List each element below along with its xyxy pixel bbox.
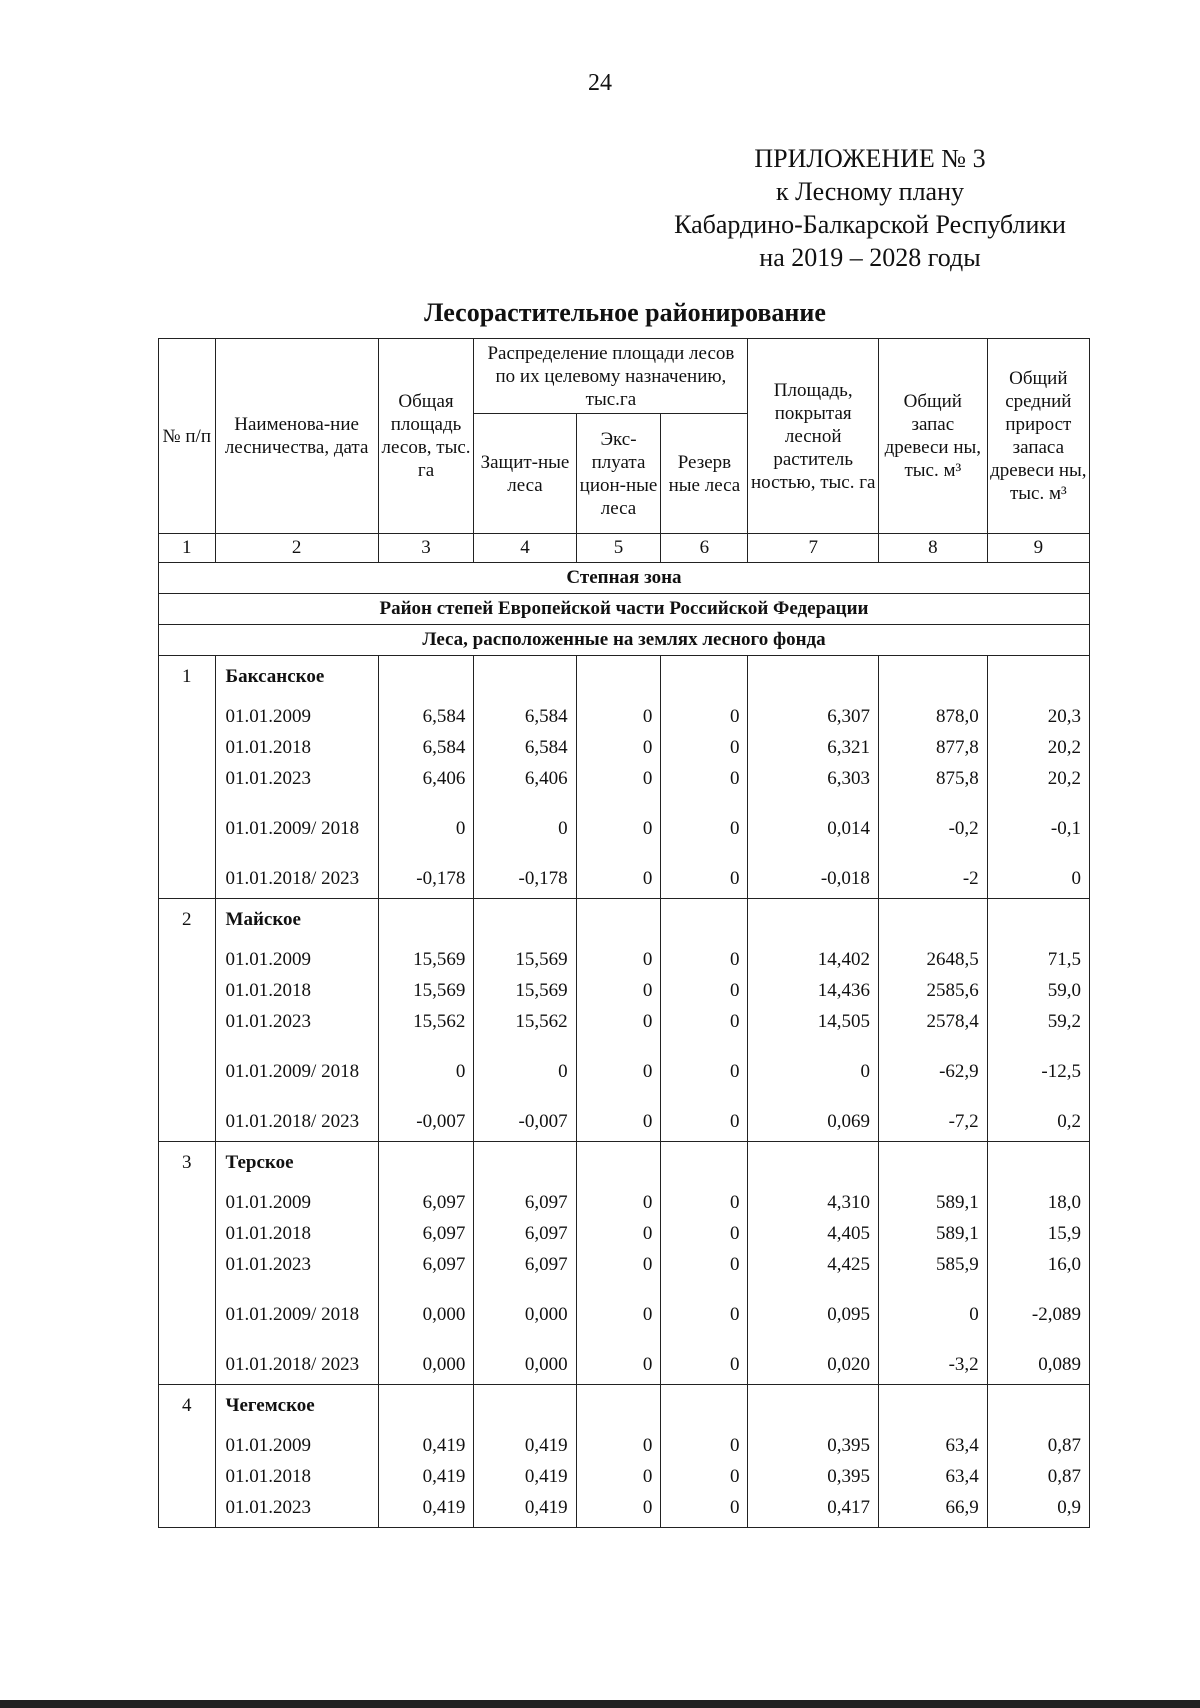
forestry-name: Майское bbox=[225, 909, 301, 930]
forestry-name-cell bbox=[215, 899, 378, 1142]
forestry-rows bbox=[159, 656, 1090, 1528]
covered-area-value: 6,307 bbox=[827, 706, 870, 727]
average-growth-value: 59,0 bbox=[1047, 980, 1081, 1001]
exploitation-area-value: 0 bbox=[642, 1497, 653, 1518]
appendix-header bbox=[600, 142, 1140, 274]
column-number: 9 bbox=[987, 534, 1089, 563]
record-date: 01.01.2023 bbox=[225, 1254, 312, 1275]
header-distribution-group: Распределение площади лесов по их целевому назначению, тыс.га bbox=[474, 339, 748, 414]
protective-area-value: 0 bbox=[558, 818, 568, 839]
record-date: 01.01.2018/ 2023 bbox=[225, 868, 360, 889]
protective-area-value: 0,419 bbox=[524, 1497, 568, 1518]
reserve-area-value: 0 bbox=[729, 1304, 740, 1325]
covered-area-cell bbox=[748, 1385, 879, 1528]
total-stock-value: -7,2 bbox=[948, 1111, 979, 1132]
protective-area-value: 0 bbox=[558, 1061, 568, 1082]
header-exploitation: Экс-плуата цион-ные леса bbox=[576, 414, 661, 534]
reserve-area-value: 0 bbox=[729, 1011, 740, 1032]
exploitation-area-value: 0 bbox=[642, 1304, 653, 1325]
header-average-growth: Общий средний прирост запаса древеси ны, тыс. м³ bbox=[987, 339, 1089, 534]
total-area-value: 0 bbox=[455, 818, 466, 839]
appendix-line-4: на 2019 – 2028 годы bbox=[759, 243, 981, 272]
appendix-line-1: ПРИЛОЖЕНИЕ № 3 bbox=[754, 144, 986, 173]
average-growth-value: 15,9 bbox=[1047, 1223, 1081, 1244]
header-total-stock: Общий запас древеси ны, тыс. м³ bbox=[878, 339, 987, 534]
average-growth-value: 16,0 bbox=[1047, 1254, 1081, 1275]
exploitation-area-value: 0 bbox=[642, 1111, 653, 1132]
covered-area-value: 0,069 bbox=[827, 1111, 870, 1132]
reserve-area-value: 0 bbox=[729, 818, 740, 839]
header-number: № п/п bbox=[159, 339, 216, 534]
record-date: 01.01.2009/ 2018 bbox=[225, 1304, 360, 1325]
total-area-value: 6,584 bbox=[422, 706, 466, 727]
total-area-cell bbox=[378, 1385, 474, 1528]
total-stock-value: 0 bbox=[969, 1304, 979, 1325]
column-number: 3 bbox=[378, 534, 474, 563]
appendix-line-2: к Лесному плану bbox=[775, 177, 965, 206]
total-stock-value: 2578,4 bbox=[926, 1011, 979, 1032]
average-growth-value: -2,089 bbox=[1031, 1304, 1081, 1325]
exploitation-area-value: 0 bbox=[642, 1223, 653, 1244]
total-area-cell bbox=[378, 656, 474, 899]
reserve-area-cell bbox=[661, 1142, 748, 1385]
forest-zoning-table bbox=[158, 338, 1090, 1528]
exploitation-area-cell bbox=[576, 1385, 661, 1528]
column-number: 8 bbox=[878, 534, 987, 563]
section-lands: Леса, расположенные на землях лесного фонда bbox=[159, 625, 1090, 656]
covered-area-value: 6,321 bbox=[827, 737, 870, 758]
average-growth-cell bbox=[987, 656, 1089, 899]
section-region: Район степей Европейской части Российской Федерации bbox=[159, 594, 1090, 625]
total-stock-value: 2648,5 bbox=[926, 949, 979, 970]
forestry-name: Терское bbox=[225, 1152, 294, 1173]
reserve-area-value: 0 bbox=[729, 1111, 740, 1132]
reserve-area-value: 0 bbox=[729, 980, 740, 1001]
total-area-value: 0,419 bbox=[422, 1466, 466, 1487]
covered-area-value: 4,425 bbox=[827, 1254, 870, 1275]
total-stock-value: 875,8 bbox=[935, 768, 979, 789]
total-area-value: 0,000 bbox=[422, 1304, 466, 1325]
total-area-value: 0 bbox=[455, 1061, 466, 1082]
total-area-value: 0,419 bbox=[422, 1435, 466, 1456]
reserve-area-value: 0 bbox=[729, 1061, 740, 1082]
reserve-area-value: 0 bbox=[729, 1254, 740, 1275]
total-area-value: 15,562 bbox=[413, 1011, 466, 1032]
forestry-name-cell bbox=[215, 1385, 378, 1528]
exploitation-area-value: 0 bbox=[642, 768, 653, 789]
covered-area-value: 0,395 bbox=[827, 1435, 870, 1456]
exploitation-area-cell bbox=[576, 1142, 661, 1385]
total-stock-value: -62,9 bbox=[939, 1061, 979, 1082]
average-growth-cell bbox=[987, 1385, 1089, 1528]
record-date: 01.01.2023 bbox=[225, 768, 312, 789]
total-stock-cell bbox=[878, 1385, 987, 1528]
section-zone: Степная зона bbox=[159, 563, 1090, 594]
record-date: 01.01.2023 bbox=[225, 1497, 312, 1518]
covered-area-value: 14,505 bbox=[817, 1011, 870, 1032]
total-stock-value: 589,1 bbox=[935, 1192, 979, 1213]
record-date: 01.01.2009/ 2018 bbox=[225, 818, 360, 839]
reserve-area-value: 0 bbox=[729, 768, 740, 789]
total-stock-value: 2585,6 bbox=[926, 980, 979, 1001]
average-growth-value: 0,089 bbox=[1038, 1354, 1081, 1375]
reserve-area-value: 0 bbox=[729, 1354, 740, 1375]
scan-edge bbox=[0, 1700, 1200, 1708]
protective-area-cell bbox=[474, 1142, 576, 1385]
protective-area-value: -0,007 bbox=[518, 1111, 568, 1132]
average-growth-value: -0,1 bbox=[1050, 818, 1081, 839]
covered-area-value: 0,417 bbox=[827, 1497, 870, 1518]
exploitation-area-value: 0 bbox=[642, 868, 653, 889]
average-growth-value: 0,9 bbox=[1057, 1497, 1081, 1518]
average-growth-value: 18,0 bbox=[1047, 1192, 1081, 1213]
protective-area-cell bbox=[474, 1385, 576, 1528]
covered-area-value: 0,395 bbox=[827, 1466, 870, 1487]
forestry-name-cell bbox=[215, 1142, 378, 1385]
covered-area-cell bbox=[748, 1142, 879, 1385]
protective-area-value: 6,584 bbox=[524, 706, 568, 727]
exploitation-area-value: 0 bbox=[642, 1011, 653, 1032]
exploitation-area-value: 0 bbox=[642, 818, 653, 839]
forestry-row bbox=[159, 1142, 1090, 1385]
record-date: 01.01.2009 bbox=[225, 1435, 312, 1456]
reserve-area-value: 0 bbox=[729, 949, 740, 970]
reserve-area-cell bbox=[661, 899, 748, 1142]
total-area-cell bbox=[378, 899, 474, 1142]
average-growth-value: 0,87 bbox=[1047, 1466, 1081, 1487]
exploitation-area-value: 0 bbox=[642, 737, 653, 758]
record-date: 01.01.2018 bbox=[225, 737, 312, 758]
average-growth-value: 20,2 bbox=[1047, 768, 1081, 789]
covered-area-value: 14,402 bbox=[817, 949, 870, 970]
average-growth-cell bbox=[987, 1142, 1089, 1385]
reserve-area-cell bbox=[661, 1385, 748, 1528]
exploitation-area-value: 0 bbox=[642, 1192, 653, 1213]
total-stock-value: -0,2 bbox=[948, 818, 979, 839]
reserve-area-value: 0 bbox=[729, 868, 740, 889]
column-number-row bbox=[159, 534, 1090, 563]
average-growth-value: 0 bbox=[1071, 868, 1081, 889]
appendix-line-3: Кабардино-Балкарской Республики bbox=[674, 210, 1066, 239]
covered-area-value: 0,095 bbox=[827, 1304, 870, 1325]
protective-area-cell bbox=[474, 899, 576, 1142]
page-number: 24 bbox=[588, 70, 612, 96]
record-date: 01.01.2009 bbox=[225, 949, 312, 970]
average-growth-value: -12,5 bbox=[1041, 1061, 1081, 1082]
forestry-row bbox=[159, 1385, 1090, 1528]
header-total-area: Общая площадь лесов, тыс. га bbox=[378, 339, 474, 534]
reserve-area-value: 0 bbox=[729, 1497, 740, 1518]
record-date: 01.01.2018/ 2023 bbox=[225, 1354, 360, 1375]
total-area-value: 15,569 bbox=[413, 949, 466, 970]
reserve-area-value: 0 bbox=[729, 1435, 740, 1456]
covered-area-value: 0,020 bbox=[827, 1354, 870, 1375]
exploitation-area-value: 0 bbox=[642, 1061, 653, 1082]
exploitation-area-cell bbox=[576, 656, 661, 899]
total-area-value: 0,419 bbox=[422, 1497, 466, 1518]
document-title: Лесорастительное районирование bbox=[424, 298, 826, 327]
protective-area-value: 0,000 bbox=[524, 1304, 568, 1325]
column-number: 1 bbox=[159, 534, 216, 563]
average-growth-value: 20,2 bbox=[1047, 737, 1081, 758]
covered-area-value: -0,018 bbox=[820, 868, 870, 889]
protective-area-value: 6,097 bbox=[524, 1192, 568, 1213]
exploitation-area-value: 0 bbox=[642, 1354, 653, 1375]
record-date: 01.01.2009 bbox=[225, 1192, 312, 1213]
covered-area-value: 14,436 bbox=[817, 980, 870, 1001]
covered-area-value: 4,405 bbox=[827, 1223, 870, 1244]
forestry-index: 1 bbox=[159, 656, 216, 899]
total-area-value: 6,097 bbox=[422, 1192, 466, 1213]
forestry-name: Баксанское bbox=[225, 666, 325, 687]
column-number: 4 bbox=[474, 534, 576, 563]
protective-area-value: 6,406 bbox=[524, 768, 568, 789]
record-date: 01.01.2009 bbox=[225, 706, 312, 727]
header-reserve: Резерв ные леса bbox=[661, 414, 748, 534]
protective-area-value: 15,569 bbox=[515, 949, 568, 970]
reserve-area-value: 0 bbox=[729, 706, 740, 727]
total-stock-value: 877,8 bbox=[935, 737, 979, 758]
average-growth-value: 59,2 bbox=[1047, 1011, 1081, 1032]
covered-area-value: 0,014 bbox=[827, 818, 870, 839]
forestry-name-cell bbox=[215, 656, 378, 899]
record-date: 01.01.2023 bbox=[225, 1011, 312, 1032]
average-growth-value: 71,5 bbox=[1047, 949, 1081, 970]
header-forestry-name: Наименова-ние лесничества, дата bbox=[215, 339, 378, 534]
exploitation-area-value: 0 bbox=[642, 980, 653, 1001]
total-area-value: -0,178 bbox=[416, 868, 466, 889]
protective-area-value: -0,178 bbox=[518, 868, 568, 889]
total-stock-value: -2 bbox=[962, 868, 979, 889]
covered-area-cell bbox=[748, 656, 879, 899]
total-stock-value: 63,4 bbox=[945, 1435, 979, 1456]
total-stock-cell bbox=[878, 899, 987, 1142]
protective-area-value: 15,562 bbox=[515, 1011, 568, 1032]
reserve-area-value: 0 bbox=[729, 1223, 740, 1244]
protective-area-value: 15,569 bbox=[515, 980, 568, 1001]
covered-area-value: 4,310 bbox=[827, 1192, 870, 1213]
total-stock-value: 63,4 bbox=[945, 1466, 979, 1487]
column-number: 2 bbox=[215, 534, 378, 563]
total-stock-value: 66,9 bbox=[945, 1497, 979, 1518]
column-number: 5 bbox=[576, 534, 661, 563]
total-area-value: 6,406 bbox=[422, 768, 466, 789]
total-area-value: 6,097 bbox=[422, 1254, 466, 1275]
protective-area-value: 0,419 bbox=[524, 1466, 568, 1487]
protective-area-value: 0,419 bbox=[524, 1435, 568, 1456]
total-area-value: 6,584 bbox=[422, 737, 466, 758]
total-area-value: 15,569 bbox=[413, 980, 466, 1001]
total-stock-cell bbox=[878, 1142, 987, 1385]
protective-area-value: 6,097 bbox=[524, 1254, 568, 1275]
record-date: 01.01.2018 bbox=[225, 980, 312, 1001]
total-stock-value: 878,0 bbox=[935, 706, 979, 727]
reserve-area-value: 0 bbox=[729, 737, 740, 758]
exploitation-area-value: 0 bbox=[642, 1254, 653, 1275]
forestry-row bbox=[159, 899, 1090, 1142]
total-area-cell bbox=[378, 1142, 474, 1385]
reserve-area-value: 0 bbox=[729, 1466, 740, 1487]
forestry-index: 2 bbox=[159, 899, 216, 1142]
total-area-value: -0,007 bbox=[416, 1111, 466, 1132]
header-covered-area: Площадь, покрытая лесной раститель ностью, тыс. га bbox=[748, 339, 879, 534]
average-growth-value: 0,87 bbox=[1047, 1435, 1081, 1456]
protective-area-value: 6,584 bbox=[524, 737, 568, 758]
record-date: 01.01.2018/ 2023 bbox=[225, 1111, 360, 1132]
forestry-row bbox=[159, 656, 1090, 899]
record-date: 01.01.2009/ 2018 bbox=[225, 1061, 360, 1082]
total-area-value: 6,097 bbox=[422, 1223, 466, 1244]
exploitation-area-value: 0 bbox=[642, 1435, 653, 1456]
header-protective: Защит-ные леса bbox=[474, 414, 576, 534]
exploitation-area-value: 0 bbox=[642, 949, 653, 970]
covered-area-value: 0 bbox=[860, 1061, 870, 1082]
reserve-area-cell bbox=[661, 656, 748, 899]
forestry-name: Чегемское bbox=[225, 1395, 315, 1416]
total-stock-value: 585,9 bbox=[935, 1254, 979, 1275]
protective-area-value: 0,000 bbox=[524, 1354, 568, 1375]
forestry-index: 4 bbox=[159, 1385, 216, 1528]
total-stock-value: -3,2 bbox=[948, 1354, 979, 1375]
reserve-area-value: 0 bbox=[729, 1192, 740, 1213]
average-growth-value: 20,3 bbox=[1047, 706, 1081, 727]
average-growth-cell bbox=[987, 899, 1089, 1142]
forestry-index: 3 bbox=[159, 1142, 216, 1385]
total-stock-value: 589,1 bbox=[935, 1223, 979, 1244]
exploitation-area-value: 0 bbox=[642, 1466, 653, 1487]
total-area-value: 0,000 bbox=[422, 1354, 466, 1375]
average-growth-value: 0,2 bbox=[1057, 1111, 1081, 1132]
total-stock-cell bbox=[878, 656, 987, 899]
column-number: 6 bbox=[661, 534, 748, 563]
protective-area-value: 6,097 bbox=[524, 1223, 568, 1244]
record-date: 01.01.2018 bbox=[225, 1466, 312, 1487]
record-date: 01.01.2018 bbox=[225, 1223, 312, 1244]
column-number: 7 bbox=[748, 534, 879, 563]
covered-area-cell bbox=[748, 899, 879, 1142]
protective-area-cell bbox=[474, 656, 576, 899]
exploitation-area-cell bbox=[576, 899, 661, 1142]
exploitation-area-value: 0 bbox=[642, 706, 653, 727]
covered-area-value: 6,303 bbox=[827, 768, 870, 789]
